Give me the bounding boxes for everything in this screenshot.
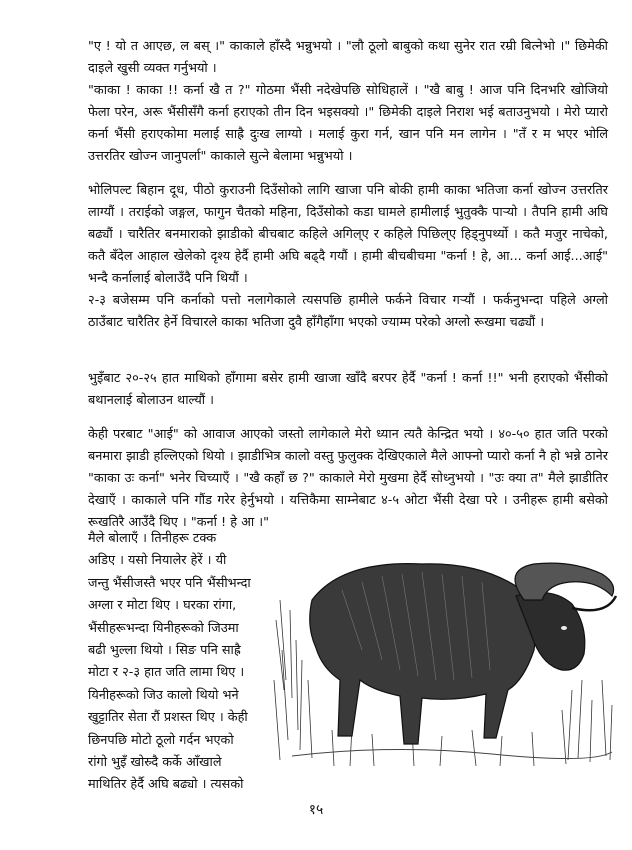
text-line: अग्ला र मोटा थिए । घरका रांगा, bbox=[88, 598, 237, 614]
text-line: भैंसीहरूभन्दा यिनीहरूको जिउमा bbox=[88, 620, 239, 636]
wrapped-text-column bbox=[88, 528, 268, 797]
wild-buffalo-illustration bbox=[272, 530, 620, 768]
paragraph-2: "काका ! काका !! कर्ना खै त ?" गोठमा भैंसी नदेखेपछि सोधिहालें । "खै बाबु ! आज पनि दिनभरि खोजियो फेला परेन, अरू भैंसीसँगै कर्ना हराएको तीन दिन भइसक्यो ।" छिमेकी दाइले निराश भई बताउनुभयो । मेरो प्यारो कर्ना भैंसी हराएकोमा मलाई साह्रै दुःख लाग्यो । मलाई कुरा गर्न, खान पनि मन लागेन । "तँ र म भएर भोलि उत्तरतिर खोज्न जानुपर्ला" काकाले सुत्ने बेलामा भन्नुभयो । bbox=[88, 83, 608, 164]
text-line: जन्तु भैंसीजस्तै भएर पनि भैंसीभन्दा bbox=[88, 575, 251, 591]
text-line: रांगो भुइँ खोस्र्दै कर्के आँखाले bbox=[88, 755, 222, 771]
text-line: मैले बोलाएँ । तिनीहरू टक्क bbox=[88, 531, 217, 546]
paragraph-4: २-३ बजेसम्म पनि कर्नाको पत्तो नलागेकाले त्यसपछि हामीले फर्कने विचार गऱ्यौं । फर्कनुभन्दा पहिले अग्लो ठाउँबाट चारैतिर हेर्ने विचारले काका भतिजा दुवै हाँगैहाँगा भएको ज्याम्म परेको अग्लो रूखमा चढ्यौं । bbox=[88, 293, 608, 330]
text-line: बढी भुल्ला थियो । सिङ पनि साह्रै bbox=[88, 643, 241, 659]
text-line: मोटा र २-३ हात जति लामा थिए । bbox=[88, 665, 245, 681]
paragraph-5: भुइँबाट २०-२५ हात माथिको हाँगामा बसेर हामी खाजा खाँदै बरपर हेर्दै "कर्ना ! कर्ना !!" भनी हराएको भैंसीको बथानलाई बोलाउन थाल्यौं । bbox=[88, 371, 608, 408]
text-line: यिनीहरूको जिउ कालो थियो भने bbox=[88, 687, 239, 703]
text-line: खुट्टातिर सेता रौं प्रशस्त थिए । केही bbox=[88, 710, 248, 726]
text-line: अडिए । यसो नियालेर हेरें । यी bbox=[88, 553, 227, 569]
text-line: छिनपछि मोटो ठूलो गर्दन भएको bbox=[88, 732, 234, 748]
paragraph-6: केही परबाट "आई" को आवाज आएको जस्तो लागेकाले मेरो ध्यान त्यतै केन्द्रित भयो । ४०-५० हात जति परको बनमारा झाडी हल्लिएको थियो । झाडीभित्र कालो वस्तु फुलुक्क देखिएकाले मैले आफ्नो प्यारो कर्ना नै हो भन्ने ठानेर "काका उः कर्ना" भनेर चिच्याएँ । "खै कहाँ छ ?" काकाले मेरो मुखमा हेर्दै सोध्नुभयो । "उः क्या त" मैले झाडीतिर देखाएँ । काकाले पनि गौंड गरेर हेर्नुभयो । यत्तिकैमा साम्नेबाट ४-५ ओटा भैंसी देखा परे । उनीहरू हामी बसेको रूखतिरै आउँदै थिए । "कर्ना ! हे आ ।" bbox=[88, 427, 608, 530]
page-number: १५ bbox=[308, 802, 324, 818]
text-line: माथितिर हेर्दै अघि बढ्यो । त्यसको bbox=[88, 777, 244, 793]
paragraph-1: "ए ! यो त आएछ, ल बस् ।" काकाले हाँस्दै भन्नुभयो । "लौ ठूलो बाबुको कथा सुनेर रात रम्री बित्नेभो ।" छिमेकी दाइले खुसी व्यक्त गर्नुभयो । bbox=[88, 39, 608, 76]
paragraph-3: भोलिपल्ट बिहान दूध, पीठो कुराउनी दिउँसोको लागि खाजा पनि बोकी हामी काका भतिजा कर्ना खोज्न उत्तरतिर लाग्यौं । तराईको जङ्गल, फागुन चैतको महिना, दिउँसोको कडा घामले हामीलाई भुतुक्कै पाऱ्यो । तैपनि हामी अघि बढ्यौं । चारैतिर बनमाराको झाडीको बीचबाट कहिले अगिल्ए र कहिले पिछिल्ए हिड्नुपर्थ्यो । कतै मजुर नाचेको, कतै बँदेल आहाल खेलेको दृश्य हेर्दै हामी अघि बढ्दै गयौं । हामी बीचबीचमा "कर्ना ! हे, आ... कर्ना आई...आई" भन्दै कर्नालाई बोलाउँदै पनि थियौं । bbox=[88, 183, 608, 286]
